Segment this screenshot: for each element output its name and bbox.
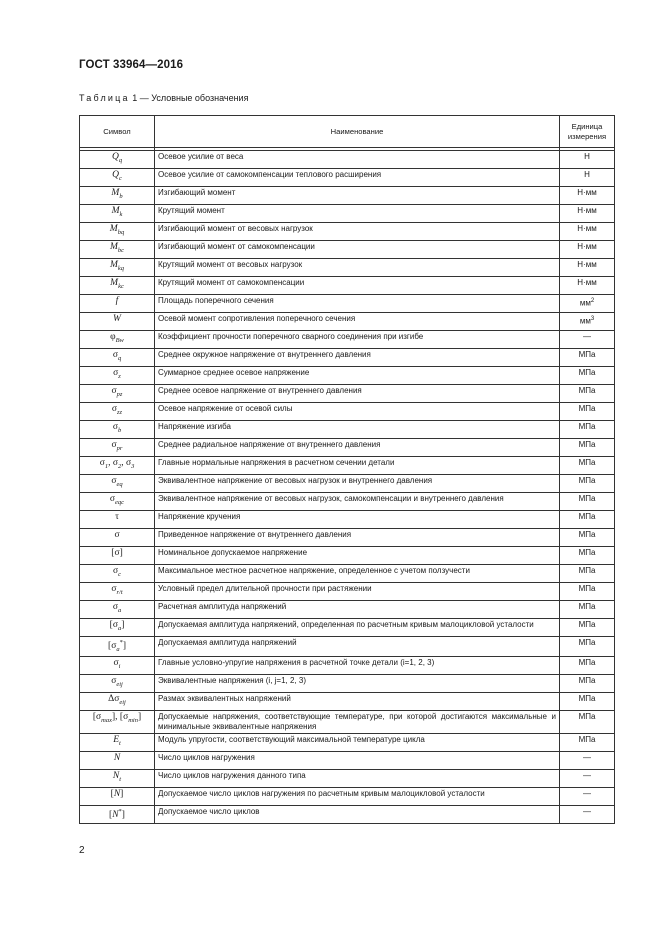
cell-symbol: $\sigma_{eq}$ xyxy=(80,475,155,493)
cell-symbol: $N_t$ xyxy=(80,770,155,788)
cell-name: Суммарное среднее осевое напряжение xyxy=(155,367,560,385)
cell-symbol: $M_{kq}$ xyxy=(80,259,155,277)
cell-unit: МПа xyxy=(560,493,615,511)
cell-unit: Н·мм xyxy=(560,241,615,259)
cell-symbol: $\sigma_i$ xyxy=(80,657,155,675)
cell-name: Размах эквивалентных напряжений xyxy=(155,693,560,711)
table-row xyxy=(80,277,615,295)
cell-name: Допускаемая амплитуда напряжений xyxy=(155,637,560,657)
table-row xyxy=(80,675,615,693)
cell-name: Изгибающий момент от самокомпенсации xyxy=(155,241,560,259)
cell-name: Осевое усилие от веса xyxy=(155,151,560,169)
cell-name: Осевое напряжение от осевой силы xyxy=(155,403,560,421)
cell-unit: Н xyxy=(560,169,615,187)
cell-name: Приведенное напряжение от внутреннего давления xyxy=(155,529,560,547)
cell-symbol: [N] xyxy=(80,788,155,806)
cell-symbol: $\sigma_{eij}$ xyxy=(80,675,155,693)
cell-symbol: τ xyxy=(80,511,155,529)
cell-unit: МПа xyxy=(560,711,615,734)
cell-symbol: $\sigma_{pz}$ xyxy=(80,385,155,403)
cell-unit: МПа xyxy=(560,421,615,439)
cell-symbol: [N*] xyxy=(80,806,155,824)
table-row xyxy=(80,529,615,547)
cell-name: Число циклов нагружения данного типа xyxy=(155,770,560,788)
cell-name: Среднее окружное напряжение от внутреннего давления xyxy=(155,349,560,367)
cell-name: Допускаемая амплитуда напряжений, определенная по расчетным кривым малоцикловой усталости xyxy=(155,619,560,637)
cell-unit: МПа xyxy=(560,601,615,619)
cell-unit: МПа xyxy=(560,349,615,367)
table-row xyxy=(80,205,615,223)
cell-name: Крутящий момент xyxy=(155,205,560,223)
table-row xyxy=(80,583,615,601)
cell-name: Номинальное допускаемое напряжение xyxy=(155,547,560,565)
cell-symbol: $\Delta\sigma_{eij}$ xyxy=(80,693,155,711)
table-row xyxy=(80,734,615,752)
table-caption-word: Таблица xyxy=(79,93,130,103)
table-row xyxy=(80,223,615,241)
cell-name: Эквивалентные напряжения (i, j=1, 2, 3) xyxy=(155,675,560,693)
cell-unit: МПа xyxy=(560,583,615,601)
cell-name: Среднее осевое напряжение от внутреннего давления xyxy=(155,385,560,403)
table-row xyxy=(80,331,615,349)
cell-name: Крутящий момент от самокомпенсации xyxy=(155,277,560,295)
cell-unit: $мм^2$ xyxy=(560,295,615,313)
cell-unit: — xyxy=(560,331,615,349)
cell-name: Главные нормальные напряжения в расчетном сечении детали xyxy=(155,457,560,475)
cell-unit: Н xyxy=(560,151,615,169)
cell-unit: МПа xyxy=(560,637,615,657)
cell-name: Допускаемое число циклов xyxy=(155,806,560,824)
cell-symbol: $E_t$ xyxy=(80,734,155,752)
cell-unit: — xyxy=(560,788,615,806)
cell-unit: МПа xyxy=(560,475,615,493)
cell-symbol: $M_{bq}$ xyxy=(80,223,155,241)
cell-name: Модуль упругости, соответствующий максимальной температуре цикла xyxy=(155,734,560,752)
cell-unit: Н·мм xyxy=(560,259,615,277)
cell-name: Допускаемое число циклов нагружения по расчетным кривым малоцикловой усталости xyxy=(155,788,560,806)
cell-symbol: $M_{kc}$ xyxy=(80,277,155,295)
cell-unit: МПа xyxy=(560,511,615,529)
table-row xyxy=(80,385,615,403)
cell-symbol: W xyxy=(80,313,155,331)
cell-name: Число циклов нагружения xyxy=(155,752,560,770)
symbols-table xyxy=(79,115,615,824)
table-row xyxy=(80,770,615,788)
document-id: ГОСТ 33964—2016 xyxy=(79,59,184,71)
cell-name: Допускаемые напряжения, соответствующие температуре, при которой достигаются максимальные и минимальные эквивалентные напряжения xyxy=(155,711,560,734)
cell-symbol: $\varphi_{Bw}$ xyxy=(80,331,155,349)
cell-name: Максимальное местное расчетное напряжение, определенное с учетом ползучести xyxy=(155,565,560,583)
table-row xyxy=(80,457,615,475)
cell-symbol: $\sigma_{zz}$ xyxy=(80,403,155,421)
table-header-row xyxy=(80,116,615,148)
table-caption-title: 1 — Условные обозначения xyxy=(132,93,249,103)
cell-symbol: $Q_c$ xyxy=(80,169,155,187)
cell-symbol: $[\sigma_{max}]$, $[\sigma_{min}]$ xyxy=(80,711,155,734)
cell-symbol: $\sigma_{pr}$ xyxy=(80,439,155,457)
cell-symbol: $\sigma_c$ xyxy=(80,565,155,583)
cell-symbol: [σ] xyxy=(80,547,155,565)
cell-unit: — xyxy=(560,752,615,770)
cell-name: Осевой момент сопротивления поперечного сечения xyxy=(155,313,560,331)
table-row xyxy=(80,752,615,770)
table-row xyxy=(80,657,615,675)
cell-name: Эквивалентное напряжение от весовых нагрузок и внутреннего давления xyxy=(155,475,560,493)
table-row xyxy=(80,565,615,583)
cell-symbol: $M_k$ xyxy=(80,205,155,223)
cell-name: Крутящий момент от весовых нагрузок xyxy=(155,259,560,277)
cell-unit: — xyxy=(560,770,615,788)
cell-name: Площадь поперечного сечения xyxy=(155,295,560,313)
cell-unit: МПа xyxy=(560,367,615,385)
table-row xyxy=(80,151,615,169)
cell-symbol: $M_b$ xyxy=(80,187,155,205)
table-row xyxy=(80,637,615,657)
table-row xyxy=(80,349,615,367)
cell-symbol: $Q_q$ xyxy=(80,151,155,169)
table-row xyxy=(80,788,615,806)
cell-name: Изгибающий момент xyxy=(155,187,560,205)
table-row xyxy=(80,367,615,385)
table-row xyxy=(80,601,615,619)
cell-symbol: $\sigma_q$ xyxy=(80,349,155,367)
column-header-unit: Единица измерения xyxy=(560,116,615,148)
table-row xyxy=(80,619,615,637)
table-row xyxy=(80,169,615,187)
table-row xyxy=(80,313,615,331)
cell-unit: Н·мм xyxy=(560,277,615,295)
table-row xyxy=(80,806,615,824)
cell-unit: МПа xyxy=(560,619,615,637)
cell-symbol: $[\sigma_a^*]$ xyxy=(80,637,155,657)
cell-name: Эквивалентное напряжение от весовых нагрузок, самокомпенсации и внутреннего давления xyxy=(155,493,560,511)
cell-name: Коэффициент прочности поперечного сварного соединения при изгибе xyxy=(155,331,560,349)
cell-name: Осевое усилие от самокомпенсации теплового расширения xyxy=(155,169,560,187)
cell-unit: МПа xyxy=(560,385,615,403)
cell-unit: — xyxy=(560,806,615,824)
cell-unit: МПа xyxy=(560,675,615,693)
table-row xyxy=(80,187,615,205)
cell-unit: МПа xyxy=(560,403,615,421)
table-row xyxy=(80,511,615,529)
table-row xyxy=(80,493,615,511)
cell-symbol: $\sigma_{eqc}$ xyxy=(80,493,155,511)
table-row xyxy=(80,295,615,313)
cell-unit: МПа xyxy=(560,547,615,565)
table-row xyxy=(80,711,615,734)
cell-symbol: $\sigma_a$ xyxy=(80,601,155,619)
cell-symbol: $\sigma_z$ xyxy=(80,367,155,385)
cell-name: Напряжение кручения xyxy=(155,511,560,529)
cell-unit: МПа xyxy=(560,657,615,675)
table-caption xyxy=(79,93,248,103)
cell-symbol: f xyxy=(80,295,155,313)
cell-symbol: N xyxy=(80,752,155,770)
table-row xyxy=(80,475,615,493)
cell-name: Условный предел длительной прочности при растяжении xyxy=(155,583,560,601)
page-number: 2 xyxy=(79,845,85,856)
cell-unit: Н·мм xyxy=(560,187,615,205)
table-row xyxy=(80,547,615,565)
cell-unit: Н·мм xyxy=(560,223,615,241)
cell-unit: МПа xyxy=(560,693,615,711)
cell-name: Напряжение изгиба xyxy=(155,421,560,439)
table-row xyxy=(80,439,615,457)
column-header-symbol: Символ xyxy=(80,116,155,148)
cell-unit: МПа xyxy=(560,457,615,475)
cell-symbol: $\sigma_{r/t}$ xyxy=(80,583,155,601)
table-row xyxy=(80,241,615,259)
cell-unit: МПа xyxy=(560,529,615,547)
column-header-name: Наименование xyxy=(155,116,560,148)
cell-unit: Н·мм xyxy=(560,205,615,223)
cell-name: Изгибающий момент от весовых нагрузок xyxy=(155,223,560,241)
cell-unit: МПа xyxy=(560,734,615,752)
cell-symbol: σ xyxy=(80,529,155,547)
table-body xyxy=(80,148,615,824)
cell-unit: МПа xyxy=(560,439,615,457)
table-row xyxy=(80,259,615,277)
cell-name: Главные условно-упругие напряжения в расчетной точке детали (i=1, 2, 3) xyxy=(155,657,560,675)
cell-symbol: $\sigma_1$, $\sigma_2$, $\sigma_3$ xyxy=(80,457,155,475)
table-row xyxy=(80,421,615,439)
cell-unit: $мм^3$ xyxy=(560,313,615,331)
cell-unit: МПа xyxy=(560,565,615,583)
table-row xyxy=(80,693,615,711)
table-row xyxy=(80,403,615,421)
cell-symbol: $M_{bc}$ xyxy=(80,241,155,259)
cell-symbol: $\sigma_b$ xyxy=(80,421,155,439)
cell-name: Среднее радиальное напряжение от внутреннего давления xyxy=(155,439,560,457)
cell-symbol: $[\sigma_a]$ xyxy=(80,619,155,637)
cell-name: Расчетная амплитуда напряжений xyxy=(155,601,560,619)
